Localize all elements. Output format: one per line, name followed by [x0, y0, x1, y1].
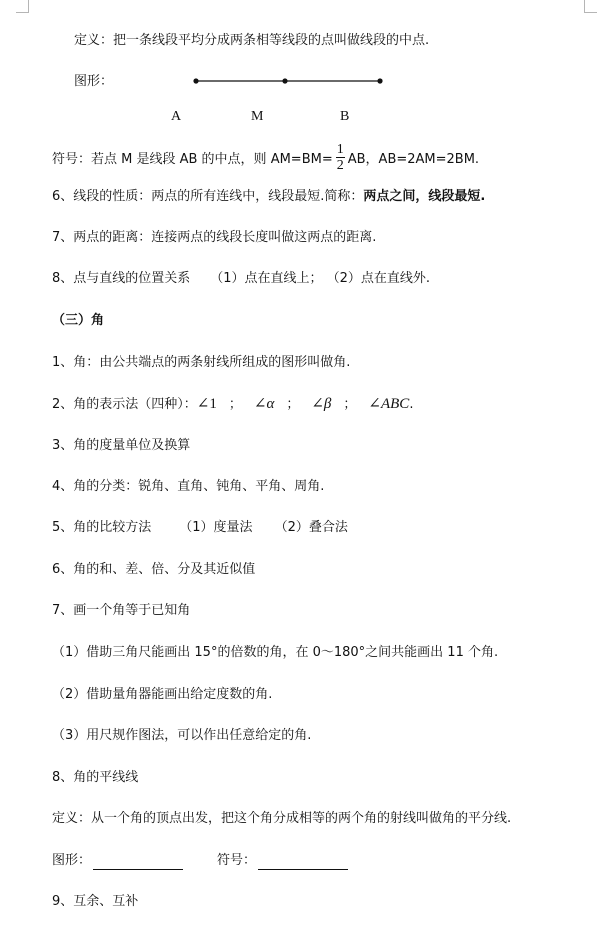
symbol-suffix: AB，AB=2AM=2BM.: [347, 152, 480, 167]
angle-item-5: [52, 519, 348, 537]
midpoint-definition: 定义：把一条线段平均分成两条相等线段的点叫做线段的中点.: [74, 33, 430, 48]
item-6: [52, 188, 485, 206]
item-6-text: 6、线段的性质：两点的所有连线中，线段最短.简称：: [52, 189, 364, 204]
angle-item-5-option-1: （1）度量法: [179, 520, 253, 535]
angle-item-1: 1、角：由公共端点的两条射线所组成的图形叫做角.: [52, 355, 351, 370]
angle-item-7-2: （2）借助量角器能画出给定度数的角.: [52, 687, 273, 702]
angle-item-2-text: 2、角的表示法（四种）：: [52, 397, 197, 412]
angle-item-9: 9、互余、互补: [52, 894, 139, 909]
page-corner-mark-right: [584, 0, 597, 13]
angle-notation-alpha: ∠α: [253, 396, 275, 412]
angle-item-5-option-2: （2）叠合法: [274, 520, 348, 535]
section-3-title: （三）角: [52, 313, 105, 328]
angle-item-3: 3、角的度量单位及换算: [52, 438, 191, 453]
angle-item-7: 7、画一个角等于已知角: [52, 603, 191, 618]
angle-bisector-figure-symbol: [52, 852, 348, 870]
angle-item-7-3: （3）用尺规作图法，可以作出任意给定的角.: [52, 728, 312, 743]
fraction-one-half: [336, 142, 345, 173]
page-corner-mark-left: [16, 0, 29, 13]
segment-ab-figure: [190, 74, 390, 88]
point-a-label: A: [171, 109, 182, 124]
angle-item-8: 8、角的平线线: [52, 770, 139, 785]
angle-notation-abc: ∠ABC: [368, 396, 410, 412]
item-7: 7、两点的距离：连接两点的线段长度叫做这两点的距离.: [52, 230, 377, 245]
point-b-label: B: [340, 109, 350, 124]
fraction-numerator: 1: [336, 142, 344, 157]
bisector-symbol-blank: [258, 856, 348, 870]
angle-sep-2: ；: [286, 397, 300, 412]
angle-notation-1: ∠1: [196, 396, 217, 412]
angle-item-2-end: .: [409, 397, 414, 412]
symbol-prefix: 符号：若点 M 是线段 AB 的中点，则 AM=BM=: [52, 152, 333, 167]
angle-bisector-definition: 定义：从一个角的顶点出发，把这个角分成相等的两个角的射线叫做角的平分线.: [52, 811, 512, 826]
bisector-figure-label: 图形：: [52, 853, 92, 868]
angle-item-2: [52, 395, 413, 414]
item-6-bold: 两点之间，线段最短.: [363, 189, 486, 204]
angle-item-5-text: 5、角的比较方法: [52, 520, 152, 535]
item-8-option-1: （1）点在直线上；: [210, 271, 323, 286]
angle-item-6: 6、角的和、差、倍、分及其近似值: [52, 562, 256, 577]
midpoint-symbol: [52, 144, 479, 175]
angle-sep-3: ；: [343, 397, 357, 412]
point-m-dot: [282, 78, 287, 83]
angle-notation-beta: ∠β: [311, 396, 332, 412]
item-8: [52, 270, 430, 288]
point-a-dot: [193, 78, 198, 83]
bisector-figure-blank: [93, 856, 183, 870]
item-8-text: 8、点与直线的位置关系: [52, 271, 191, 286]
bisector-symbol-label: 符号：: [217, 853, 257, 868]
figure-label: 图形：: [74, 74, 114, 89]
angle-sep-1: ；: [228, 397, 242, 412]
fraction-denominator: 2: [336, 158, 344, 173]
item-8-option-2: （2）点在直线外.: [326, 271, 430, 286]
point-m-label: M: [251, 109, 264, 124]
point-b-dot: [377, 78, 382, 83]
angle-item-4: 4、角的分类：锐角、直角、钝角、平角、周角.: [52, 479, 325, 494]
angle-item-7-1: （1）借助三角尺能画出 15°的倍数的角，在 0～180°之间共能画出 11 个角.: [52, 645, 499, 660]
